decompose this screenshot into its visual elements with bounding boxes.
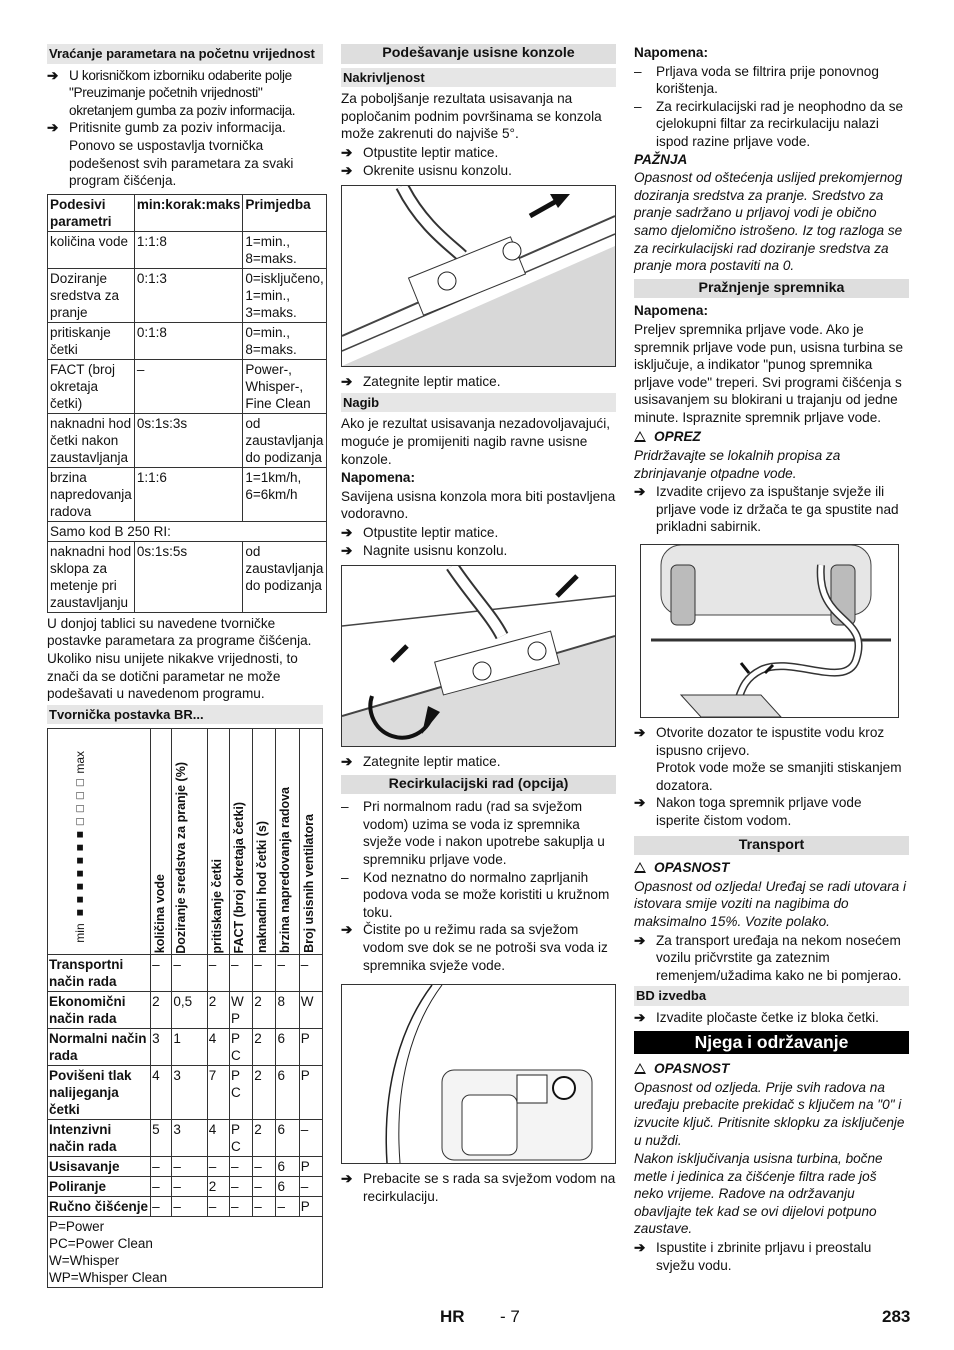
mode-cell: Intenzivni način rada xyxy=(48,1120,151,1157)
cell: 1:1:8 xyxy=(134,231,243,268)
cell: 3 xyxy=(172,1120,207,1157)
cell: količina vode xyxy=(48,231,135,268)
arrow-icon: ➔ xyxy=(634,484,646,500)
cell: 0s:1s:5s xyxy=(134,541,243,612)
cell: – xyxy=(151,1157,172,1177)
slope-text: Ako je rezultat usisavanja nezadovoljavajući, moguće je promijeniti nagib ravne usisne konzole. xyxy=(341,416,611,467)
cell: 2 xyxy=(253,1066,276,1120)
arrow-icon: ➔ xyxy=(634,1009,646,1025)
cell: 6 xyxy=(276,1029,299,1066)
cell: – xyxy=(276,1197,299,1217)
cell: 0=min., 8=maks. xyxy=(243,322,326,359)
cell: Doziranje sredstva za pranje xyxy=(48,268,135,322)
mode-cell: Poliranje xyxy=(48,1177,151,1197)
factory-table xyxy=(47,728,323,1288)
arrow-icon: ➔ xyxy=(341,524,353,540)
note-bullet: – Za recirkulacijski rad je neophodno da se cjelokupni filtar za recirkulaciju nalazi ispod razine prljave vode. xyxy=(634,98,904,149)
cell: – xyxy=(299,1177,322,1197)
danger-heading: OPASNOST xyxy=(634,1060,909,1078)
header-cell: FACT (broj okretaja četki) xyxy=(229,729,252,955)
factory-title: Tvornička postavka BR... xyxy=(47,705,323,725)
cell: – xyxy=(172,1177,207,1197)
note-label: Napomena: xyxy=(634,45,709,60)
scale-blocks-icon: ■■■■■■■□□□□ xyxy=(73,776,87,920)
tilt-title: Nakrivljenost xyxy=(341,68,616,88)
header-cell: naknadni hod četki (s) xyxy=(253,729,276,955)
recirc-after-step: ➔ Prebacite se s rada sa svježom vodom na recirkulaciju. xyxy=(341,1171,616,1204)
cell: od zaustavljanja do podizanja xyxy=(243,413,326,467)
cell: P C xyxy=(229,1029,252,1066)
slope-step: ➔ Otpustite leptir matice. xyxy=(341,524,499,540)
header-cell: min:korak:maks xyxy=(134,194,243,231)
cell: 4 xyxy=(207,1120,229,1157)
arrow-icon: ➔ xyxy=(634,932,646,948)
table-row xyxy=(48,955,323,992)
footer-language: HR xyxy=(440,1307,465,1326)
arrow-icon: ➔ xyxy=(341,922,353,938)
cell: 6 xyxy=(276,1120,299,1157)
factory-header-row xyxy=(48,729,323,955)
cell: 4 xyxy=(151,1066,172,1120)
cell: 2 xyxy=(253,1029,276,1066)
table-row xyxy=(48,413,327,467)
caution-heading: OPREZ xyxy=(634,428,909,446)
warning-icon xyxy=(634,1063,646,1074)
reset-title: Vraćanje parametara na početnu vrijednost xyxy=(47,44,323,64)
cell: 8 xyxy=(276,992,299,1029)
cell: 0s:1s:3s xyxy=(134,413,243,467)
arrow-icon: ➔ xyxy=(634,795,646,811)
cell: – xyxy=(172,1157,207,1177)
right-column xyxy=(634,44,909,1274)
cell: 2 xyxy=(151,992,172,1029)
cell: – xyxy=(134,359,243,413)
cell: 2 xyxy=(207,992,229,1029)
cell: brzina napredovanja radova xyxy=(48,467,135,521)
legend-item: PC=Power Clean xyxy=(49,1236,153,1252)
empty-step-detail: Protok vode može se smanjiti stiskanjem dozatora. xyxy=(656,760,902,793)
arrow-icon: ➔ xyxy=(634,1240,646,1256)
empty-step: ➔ Otvorite dozator te ispustite vodu kroz ispusno crijevo. xyxy=(634,725,885,758)
table-row xyxy=(48,1029,323,1066)
mode-cell: Povišeni tlak nalijeganja četki xyxy=(48,1066,151,1120)
header-cell: Doziranje sredstva za pranje (%) xyxy=(172,729,207,955)
cell: 0:1:3 xyxy=(134,268,243,322)
arrow-icon: ➔ xyxy=(341,754,353,770)
legend-item: P=Power xyxy=(49,1219,105,1235)
cell: P xyxy=(299,1029,322,1066)
cell: 0,5 xyxy=(172,992,207,1029)
cell: Power-, Whisper-, Fine Clean xyxy=(243,359,326,413)
cell: 2 xyxy=(253,1120,276,1157)
table-row xyxy=(48,1120,323,1157)
console-slope-drawing xyxy=(342,566,615,746)
cell: 6 xyxy=(276,1177,299,1197)
bd-title: BD izvedba xyxy=(634,986,909,1006)
cell: – xyxy=(172,955,207,992)
table-row xyxy=(48,1157,323,1177)
empty-step: ➔ Izvadite crijevo za ispuštanje svježe ili prljave vode iz držača te ga spustite nad prikladni sabirnik. xyxy=(634,484,899,535)
cell: naknadni hod sklopa za metenje pri zaustavljanju xyxy=(48,541,135,612)
section-title-transport: Transport xyxy=(634,836,909,856)
note-label: Napomena: xyxy=(634,303,709,319)
slope-note: Savijena usisna konzola mora biti postavljena vodoravno. xyxy=(341,488,616,522)
note-bullet: – Prljava voda se filtrira prije ponovnog korištenja. xyxy=(634,63,879,97)
drain-hose-drawing xyxy=(641,545,898,717)
cell: – xyxy=(172,1197,207,1217)
legend-row xyxy=(48,1217,323,1288)
arrow-icon: ➔ xyxy=(634,725,646,741)
attention-text: Opasnost od oštećenja uslijed prekomjernog doziranja sredstva za pranje. Sredstvo za pranje sadržano u prljavoj vodi je obično samo djelomično istrošeno. Iz tog razloga se za recirkulacijski rad doziranje sredstva za pranje mora postaviti na 0. xyxy=(634,170,903,274)
cell: 6 xyxy=(276,1157,299,1177)
cell: Samo kod B 250 RI: xyxy=(48,521,327,541)
left-column xyxy=(47,44,323,1288)
cell: – xyxy=(276,955,299,992)
cell: naknadni hod četki nakon zaustavljanja xyxy=(48,413,135,467)
cell: – xyxy=(229,955,252,992)
cell: – xyxy=(253,1157,276,1177)
reset-step-2: ➔ Pritisnite gumb za poziv informacija. Ponovo se uspostavlja tvornička podešenost svih parametara za svaki program čišćenja. xyxy=(47,120,294,189)
cell: P xyxy=(299,1197,322,1217)
mode-cell: Transportni način rada xyxy=(48,955,151,992)
arrow-icon: ➔ xyxy=(47,67,59,83)
cell: P C xyxy=(229,1066,252,1120)
cell: P C xyxy=(229,1120,252,1157)
cell: 5 xyxy=(151,1120,172,1157)
mode-cell: Ručno čišćenje xyxy=(48,1197,151,1217)
table-span-row xyxy=(48,521,327,541)
cell: W xyxy=(299,992,322,1029)
cell: – xyxy=(229,1157,252,1177)
console-tilt-illustration xyxy=(341,185,616,367)
cell: 4 xyxy=(207,1029,229,1066)
legend-item: WP=Whisper Clean xyxy=(49,1270,168,1286)
cell: – xyxy=(253,955,276,992)
drain-hose-illustration xyxy=(640,544,899,718)
header-cell: Primjedba xyxy=(243,194,326,231)
legend-item: W=Whisper xyxy=(49,1253,120,1269)
params-table xyxy=(47,194,327,613)
maintenance-step: ➔ Ispustite i zbrinite prljavu i preostalu svježu vodu. xyxy=(634,1240,872,1273)
console-slope-illustration xyxy=(341,565,616,747)
bd-step: ➔ Izvadite pločaste četke iz bloka četki. xyxy=(634,1009,879,1025)
empty-text: Preljev spremnika prljave vode. Ako je spremnik prljave vode pun, usisna turbina se isključuje, a indikator "punog spremnika prljave vode" treperi. Svi programi čišćenja s usisavanjem su blokirani u trajanju od jedne minute. Ispraznite spremnik prljave vode. xyxy=(634,321,904,425)
table-note: U donjoj tablici su navedene tvorničke postavke parametara za programe čišćenja. Ukoliko nisu unijete nikakve vrijednosti, to znači da se dotični parametar ne može podešavati u navedenom programu. xyxy=(47,615,312,702)
warning-icon xyxy=(634,862,646,873)
cell: P xyxy=(299,1157,322,1177)
maintenance-danger-text: Opasnost od ozljeda. Prije svih radova na uređaju prebacite prekidač s ključem na "0" i izvucite ključ. Pritisnite sklopku za isključenje u nuždi. xyxy=(634,1079,905,1148)
scale-legend: min ■■■■■■■□□□□ max xyxy=(73,750,87,943)
cell: 1=1km/h, 6=6km/h xyxy=(243,467,326,521)
warning-icon xyxy=(634,431,646,442)
section-title-recirculation: Recirkulacijski rad (opcija) xyxy=(341,775,616,795)
cell: 2 xyxy=(207,1177,229,1197)
cell: 0=isključeno, 1=min., 3=maks. xyxy=(243,268,326,322)
table-row xyxy=(48,467,327,521)
table-header-row xyxy=(48,194,327,231)
cell: – xyxy=(253,1197,276,1217)
cell: 2 xyxy=(253,992,276,1029)
table-row xyxy=(48,1177,323,1197)
arrow-icon: ➔ xyxy=(341,1171,353,1187)
cell: 1:1:6 xyxy=(134,467,243,521)
cell: 3 xyxy=(151,1029,172,1066)
maintenance-title: Njega i održavanje xyxy=(634,1031,909,1055)
header-cell: brzina napredovanja radova xyxy=(276,729,299,955)
attention-label: PAŽNJA xyxy=(634,151,688,167)
cell: – xyxy=(151,1197,172,1217)
header-cell: količina vode xyxy=(151,729,172,955)
tilt-step: ➔ Otpustite leptir matice. xyxy=(341,144,499,160)
cell: 1=min., 8=maks. xyxy=(243,231,326,268)
cell: – xyxy=(299,1120,322,1157)
danger-heading: OPASNOST xyxy=(634,859,909,877)
arrow-icon: ➔ xyxy=(341,162,353,178)
table-row xyxy=(48,992,323,1029)
tilt-after-step: ➔ Zategnite leptir matice. xyxy=(341,374,501,390)
recirc-bullet: – Kod neznatno do normalno zaprljanih podova voda se može koristiti u kružnom toku. xyxy=(341,869,610,920)
tilt-text: Za poboljšanje rezultata usisavanja na popločanim podnim površinama se konzola može zakrenuti do najviše 5°. xyxy=(341,91,602,142)
arrow-icon: ➔ xyxy=(341,542,353,558)
table-row xyxy=(48,268,327,322)
mode-cell: Ekonomični način rada xyxy=(48,992,151,1029)
cell: od zaustavljanja do podizanja xyxy=(243,541,326,612)
cell: – xyxy=(299,955,322,992)
table-row xyxy=(48,231,327,268)
footer-page-number: 283 xyxy=(882,1307,911,1326)
cell: – xyxy=(253,1177,276,1197)
recirculation-drawing xyxy=(342,985,615,1163)
cell: 6 xyxy=(276,1066,299,1120)
cell: W P xyxy=(229,992,252,1029)
cell: – xyxy=(151,955,172,992)
cell: – xyxy=(229,1197,252,1217)
cell: – xyxy=(151,1177,172,1197)
mode-cell: Usisavanje xyxy=(48,1157,151,1177)
recirculation-illustration xyxy=(341,984,616,1164)
scale-cell xyxy=(48,729,151,955)
arrow-icon: ➔ xyxy=(341,374,353,390)
header-cell: Podesivi parametri xyxy=(48,194,135,231)
table-row xyxy=(48,322,327,359)
recirc-step: ➔ Čistite po u režimu rada sa svježom vodom sve dok se ne potroši sva voda iz spremnika svježe vode. xyxy=(341,922,608,973)
caution-text: Pridržavajte se lokalnih propisa za zbrinjavanje otpadne vode. xyxy=(634,448,841,481)
table-row xyxy=(48,1197,323,1217)
transport-danger-text: Opasnost od ozljeda! Uređaj se radi utovara i istovara smije voziti na nagibima do maksimalno 15%. Vozite polako. xyxy=(634,878,907,929)
slope-title: Nagib xyxy=(341,393,616,413)
empty-step: ➔ Nakon toga spremnik prljave vode isperite čistom vodom. xyxy=(634,795,862,828)
section-title-console: Podešavanje usisne konzole xyxy=(341,44,616,64)
header-cell: Broj usisnih ventilatora xyxy=(299,729,322,955)
cell: 0:1:8 xyxy=(134,322,243,359)
table-row xyxy=(48,1066,323,1120)
table-row xyxy=(48,541,327,612)
header-cell: pritiskanje četki xyxy=(207,729,229,955)
note-label: Napomena: xyxy=(341,470,416,486)
slope-after-step: ➔ Zategnite leptir matice. xyxy=(341,754,501,770)
cell: – xyxy=(207,1157,229,1177)
table-row xyxy=(48,359,327,413)
cell: pritiskanje četki xyxy=(48,322,135,359)
section-title-emptying: Pražnjenje spremnika xyxy=(634,279,909,299)
console-tilt-drawing xyxy=(342,186,615,366)
cell: 3 xyxy=(172,1066,207,1120)
tilt-step: ➔ Okrenite usisnu konzolu. xyxy=(341,162,512,178)
cell: – xyxy=(229,1177,252,1197)
cell: – xyxy=(207,1197,229,1217)
cell: 1 xyxy=(172,1029,207,1066)
cell: 7 xyxy=(207,1066,229,1120)
arrow-icon: ➔ xyxy=(47,120,59,136)
legend-cell xyxy=(48,1217,323,1288)
footer-local-page: - 7 xyxy=(500,1307,520,1326)
mode-cell: Normalni način rada xyxy=(48,1029,151,1066)
middle-column xyxy=(341,44,616,1205)
arrow-icon: ➔ xyxy=(341,144,353,160)
recirc-bullet: – Pri normalnom radu (rad sa svježom vodom) uzima se voda iz spremnika svježe vode i nakon upotrebe sakuplja u spremniku prljave vode. xyxy=(341,799,605,868)
cell: – xyxy=(207,955,229,992)
maintenance-text: Nakon isključivanja usisna turbina, bočne metle i jedinica za čišćenje filtra rade još neko vrijeme. Radove na održavanju obavljajte tek kad se ovi dijelovi potpuno zaustave. xyxy=(634,1151,883,1237)
transport-step: ➔ Za transport uređaja na nekom nosećem vozilu pričvrstite ga zateznim remenjem/užadima kako ne bi pomjerao. xyxy=(634,932,902,983)
slope-step: ➔ Nagnite usisnu konzolu. xyxy=(341,542,508,558)
reset-step-1: ➔ U korisničkom izborniku odaberite polje "Preuzimanje početnih vrijednosti" okretanjem gumba za poziv informacija. xyxy=(47,67,296,118)
cell: FACT (broj okretaja četki) xyxy=(48,359,135,413)
cell: P xyxy=(299,1066,322,1120)
